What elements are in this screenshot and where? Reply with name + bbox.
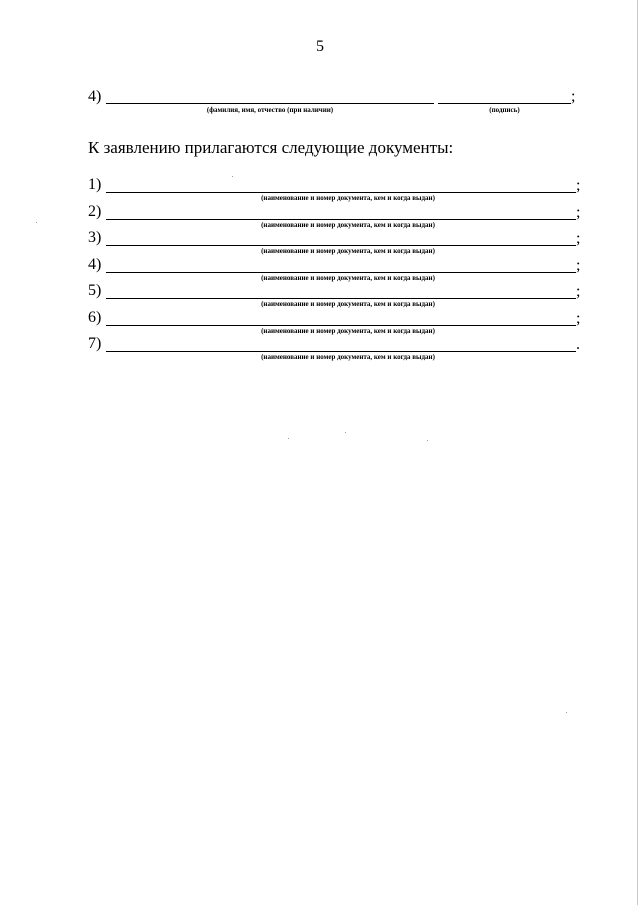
document-row (88, 176, 583, 203)
document-blank-line[interactable] (106, 351, 576, 352)
document-end-mark: ; (576, 203, 581, 221)
document-caption: (наименование и номер документа, кем и когда выдан) (261, 300, 435, 308)
document-number: 3) (88, 229, 102, 246)
document-end-mark: ; (576, 230, 581, 247)
signatory-row (88, 88, 583, 118)
document-end-mark: ; (576, 256, 581, 274)
scan-speck (36, 222, 37, 223)
document-blank-line[interactable] (106, 298, 576, 299)
document-row (88, 282, 583, 309)
attachments-heading: К заявлению прилагаются следующие документы: (88, 138, 454, 157)
document-number: 6) (88, 308, 102, 326)
document-number: 1) (88, 176, 102, 193)
document-end-mark: . (576, 336, 580, 353)
document-caption: (наименование и номер документа, кем и когда выдан) (261, 220, 435, 229)
document-end-mark: ; (576, 177, 581, 194)
document-row (88, 203, 583, 230)
page-number: 5 (316, 38, 324, 55)
document-blank-line[interactable] (106, 192, 576, 193)
scan-speck (345, 432, 346, 433)
document-row (88, 229, 583, 256)
document-blank-line[interactable] (106, 245, 576, 246)
document-end-mark: ; (576, 283, 581, 300)
document-number: 2) (88, 202, 102, 220)
document-row (88, 256, 583, 283)
document-blank-line[interactable] (106, 325, 576, 326)
signatory-end-mark: ; (571, 88, 576, 105)
document-blank-line[interactable] (106, 272, 576, 273)
scan-speck (566, 712, 567, 713)
name-blank-line[interactable] (106, 103, 434, 104)
document-list (88, 176, 583, 362)
document-blank-line[interactable] (106, 219, 576, 220)
signature-caption: (подпись) (489, 106, 520, 114)
document-row (88, 335, 583, 362)
signature-blank-line[interactable] (438, 103, 571, 104)
signatory-number: 4) (88, 88, 102, 105)
page-edge (637, 0, 638, 905)
scan-speck (288, 438, 289, 439)
name-caption: (фамилия, имя, отчество (при наличии) (206, 106, 334, 114)
scan-speck (232, 176, 233, 177)
document-number: 5) (88, 282, 102, 299)
document-caption: (наименование и номер документа, кем и когда выдан) (261, 247, 435, 255)
document-row (88, 309, 583, 336)
document-caption: (наименование и номер документа, кем и когда выдан) (261, 353, 435, 361)
document-number: 7) (88, 335, 102, 352)
document-caption: (наименование и номер документа, кем и когда выдан) (261, 194, 435, 202)
scan-speck (427, 440, 428, 441)
document-caption: (наименование и номер документа, кем и когда выдан) (261, 326, 435, 335)
document-number: 4) (88, 255, 102, 273)
document-caption: (наименование и номер документа, кем и когда выдан) (261, 273, 435, 282)
document-end-mark: ; (576, 309, 581, 327)
